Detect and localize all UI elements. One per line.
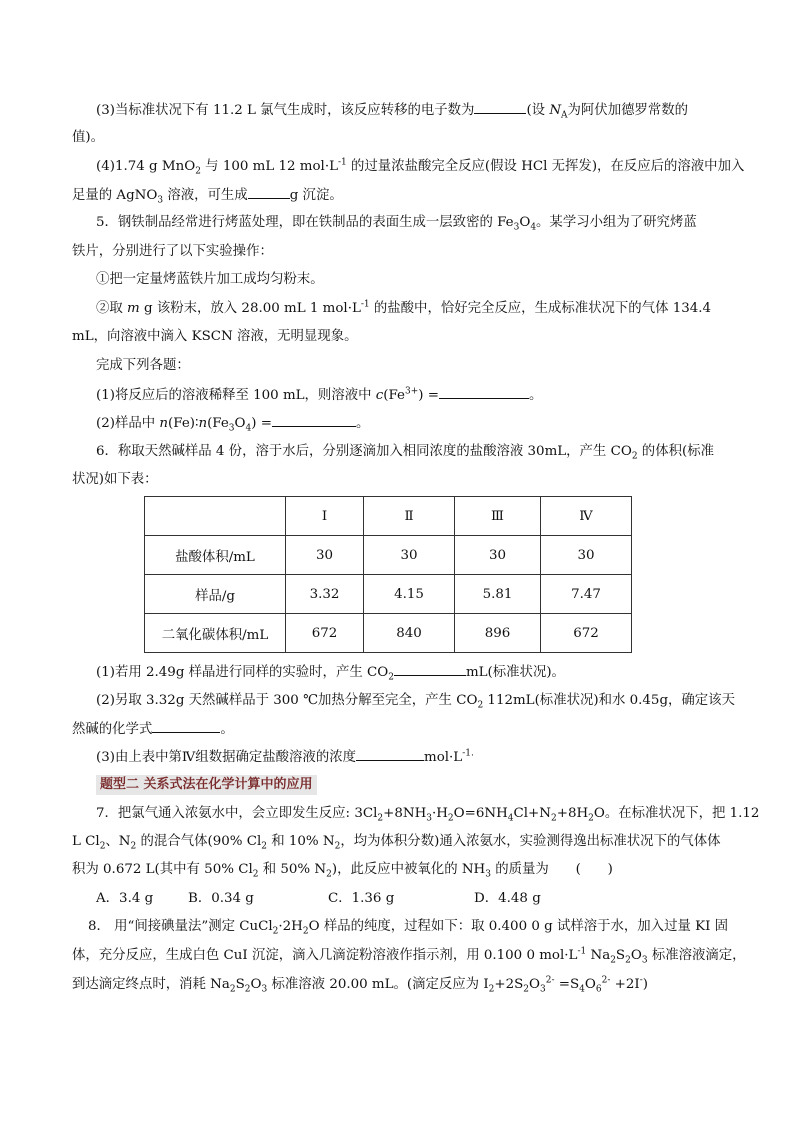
q5-sub2-f: 。 [355,416,370,431]
table-cell: 672 [286,614,364,653]
q8-t3b: S [235,977,245,992]
q7-s9: 2 [261,841,267,852]
q6-sub3-a: (3)由上表中第Ⅳ组数据确定盐酸溶液的浓度 [96,750,356,765]
table-cell: 840 [364,614,455,653]
q5-sub2 [96,414,369,433]
q5-sub2-c: (Fe [207,416,229,431]
table-cell: 30 [286,536,364,575]
q4-text-c: 的过量浓盐酸完全反应(假设 HCl 无挥发)，在反应后的溶液中加入 [346,159,745,174]
q8-t1a: 8． 用“间接碘量法”测定 CuCl [88,919,273,934]
table-row [145,536,632,575]
q3-text-tail: 为阿伏加德罗常数的 [567,103,689,118]
answer-blank[interactable] [152,720,220,733]
answer-blank[interactable] [439,386,529,399]
q5-sub1-d: ) = [418,388,439,403]
q6-sub2-c: 然碱的化学式 [72,722,153,737]
q8-sup2: -1 [577,946,587,957]
table-cell: 二氧化碳体积/mL [145,614,286,653]
q7-t1b: +8NH [383,806,427,821]
q5-step2-d: mL，向溶液中滴入 KSCN 溶液，无明显现象。 [72,329,358,344]
q4-sub-a: 2 [195,166,201,177]
q8-s10: 2 [523,984,530,995]
q7-s7: 2 [99,841,106,852]
table-header-cell: Ⅳ [541,497,632,536]
q7-t1c: ·H [431,806,448,821]
q7-line2 [72,833,721,851]
q8-s7: 2 [244,984,251,995]
q8-t3g: =S [554,977,580,992]
q5-sub2-b: (Fe)∶ [168,416,199,431]
q7-t1f: +8H [556,806,589,821]
q7-t3b: 和 50% N [258,862,327,877]
q8-t1c: O 样品的纯度，过程如下：取 0.400 0 g 试样溶于水，加入过量 KI 固 [308,919,729,934]
q7-s3: 2 [447,813,454,824]
q7-s13: 3 [485,869,491,880]
q5-line2 [72,243,273,261]
q7-s10: 2 [334,841,341,852]
q7-s8: 2 [130,841,137,852]
q3-text-end: (设 [526,103,550,118]
q6-sub1-s: 2 [388,672,394,683]
q8-t2: 体，充分反应，生成白色 CuI 沉淀，滴入几滴淀粉溶液作指示剂，用 0.100 0 mol·L [72,948,578,963]
q8-t2e: 标准溶液滴定， [647,948,746,963]
q4-line1 [96,158,744,176]
q8-s3: 2 [610,955,616,966]
q3-text: (3)当标准状况下有 11.2 L 氯气生成时，该反应转移的电子数为 [96,103,475,118]
table-row [145,614,632,653]
table-cell: 3.32 [286,575,364,614]
q5-sub2-d: O [234,416,246,431]
q5-step2-c: 的盐酸中，恰好完全反应，生成标准状况下的气体 134.4 [369,301,712,316]
q8-t2c: S [615,948,626,963]
table-cell: 30 [455,536,541,575]
q8-line1 [88,918,728,936]
table-row [145,575,632,614]
table-header-row [145,497,632,536]
q8-t3f: O [529,977,540,992]
q5-sub2-s2: 4 [245,423,252,434]
q7-t1g: O。在标准状况下，把 1.12 [593,806,760,821]
q7-t2e: ，均为体积分数)通入浓氨水，实验测得逸出标准状况下的气体体 [340,834,721,849]
q5-sub2-n2: n [198,416,208,431]
q3-line1 [96,101,688,120]
q5-sub1-a: (1)将反应后的溶液稀释至 100 mL，则溶液中 [96,388,376,403]
q8-s12: 4 [579,984,585,995]
q5-text-1a: 5．钢铁制品经常进行烤蓝处理，即在铁制品的表面生成一层致密的 Fe [96,215,514,230]
q6-sub1-a: (1)若用 2.49g 样晶进行同样的实验时，产生 CO [96,665,389,680]
q7-t1a: 7．把氯气通入浓氨水中，会立即发生反应: 3Cl [96,806,378,821]
q8-t3a: 到达滴定终点时，消耗 Na [72,977,230,992]
q4-text-2b: 溶液，可生成 [163,188,248,203]
q5-line1 [96,214,697,232]
q6-line1 [96,443,714,461]
q5-step2 [96,300,711,318]
q7-s4: 4 [507,813,514,824]
table-cell: 样品/g [145,575,286,614]
answer-blank[interactable] [474,101,526,114]
q4-sub-2a: 3 [157,195,164,206]
q5-step1-text: ①把一定量烤蓝铁片加工成均匀粉末。 [96,272,324,287]
q5-step2-cont [72,328,358,346]
q7-s5: 2 [550,813,557,824]
q6-sub3 [96,748,474,767]
q7-choices [96,890,541,908]
q5-sub2-e: ) = [251,416,272,431]
table-cell: 30 [541,536,632,575]
q7-line1 [96,805,759,823]
table-header-cell: Ⅰ [286,497,364,536]
q8-t2d: O [630,948,642,963]
answer-blank[interactable] [248,186,290,199]
q6-sub2-cont [72,720,234,739]
q5-step2-sup: -1 [360,299,370,310]
q3-line2 [72,129,104,147]
q6-sub2 [96,692,735,710]
q8-t1b: ·2H [278,919,303,934]
q8-t3h: O [584,977,596,992]
q8-t3i: +2I [610,977,640,992]
q6-sub-1a: 2 [631,451,638,462]
q7-line3 [72,861,613,879]
q7-s1: 2 [377,813,384,824]
q5-sub2-n1: n [159,416,169,431]
q8-s13: 6 [595,984,602,995]
q5-step1 [96,271,324,289]
table-cell: 5.81 [455,575,541,614]
q7-s2: 3 [426,813,432,824]
q8-t3c: O [250,977,262,992]
q5-text-2: 铁片，分别进行了以下实验操作： [72,244,273,259]
q6-sub1-b: mL(标准状况)。 [465,665,565,680]
q6-text-1a: 6．称取天然碱样品 4 份，溶于水后，分别逐滴加入相同浓度的盐酸溶液 30mL，产生 CO [96,444,632,459]
table-cell: 7.47 [541,575,632,614]
q8-s4: 2 [625,955,631,966]
choice-c[interactable]: C．1.36 g [328,891,395,906]
q6-sub2-s: 2 [477,700,484,711]
table-header-cell [145,497,286,536]
q5-sub1-c: c [375,388,384,403]
q4-text-2a: 足量的 AgNO [72,188,158,203]
q5-sub2-a: (2)样品中 [96,416,160,431]
q8-t3j: ) [642,977,648,992]
q5-sub1-e: 。 [528,388,543,403]
q7-t3a: 积为 0.672 L(其中有 50% Cl [72,862,253,877]
q8-s1: 2 [272,926,279,937]
q5-step2-m: m [127,301,140,316]
q8-s6: 2 [229,984,236,995]
q6-text-2: 状况)如下表： [72,472,158,487]
q6-sub3-b: mol·L [424,750,463,765]
q8-s8: 3 [261,984,268,995]
q4-sup-b: -1 [337,157,347,168]
data-table [144,496,632,653]
q8-sup11: 2- [545,975,555,986]
q6-text-1b: 的体积(标准 [637,444,714,459]
q5-step2-b: g 该粉末，放入 28.00 mL 1 mol·L [139,301,361,316]
q5-task-text: 完成下列各题： [96,358,190,373]
na-sub: A [561,110,568,121]
table-cell: 672 [541,614,632,653]
q7-t2c: 的混合气体(90% Cl [136,834,262,849]
q5-task [96,357,190,375]
q8-line2 [72,947,746,965]
q6-sub2-d: 。 [220,722,234,737]
q5-sub1 [96,386,542,405]
q8-s5: 3 [641,955,648,966]
q6-sub2-a: (2)另取 3.32g 天然碱样品于 300 ℃加热分解至完全，产生 CO [96,693,478,708]
q7-t1e: Cl+N [513,806,551,821]
q8-t3d: 标准溶液 20.00 mL。(滴定反应为 I [267,977,489,992]
q8-line3 [72,976,648,994]
q7-t1d: O=6NH [453,806,508,821]
section-header: 题型二 关系式法在化学计算中的应用 [96,775,317,795]
q7-t2b: 、N [105,834,131,849]
choice-a[interactable]: A．3.4 g [96,891,154,906]
q7-s11: 2 [252,869,259,880]
q8-sup13: 2- [601,975,611,986]
q8-t2b: Na [586,948,611,963]
q4-text-2c: g 沉淀。 [289,188,343,203]
q8-s9: 2 [488,984,495,995]
q7-t2a: L Cl [72,834,100,849]
table-header-cell: Ⅲ [455,497,541,536]
choice-d[interactable]: D．4.48 g [474,891,541,906]
q5-sub1-sup: 3+ [404,386,419,397]
q6-sub3-sup: -1. [462,748,474,759]
q8-s11: 3 [540,984,546,995]
q5-sub-1b: 4 [530,222,537,233]
q4-text-a: (4)1.74 g MnO [96,159,196,174]
q7-t2d: 和 10% N [266,834,335,849]
q7-s6: 2 [588,813,594,824]
table-cell: 30 [364,536,455,575]
table-header-cell: Ⅱ [364,497,455,536]
table-cell: 4.15 [364,575,455,614]
na-symbol: N [549,103,562,118]
q7-t3d: 的质量为 ( ) [490,862,613,877]
q6-line2 [72,471,158,489]
q5-text-1c: 。某学习小组为了研究烤蓝 [536,215,697,230]
table-cell: 盐酸体积/mL [145,536,286,575]
choice-b[interactable]: B．0.34 g [188,891,254,906]
answer-blank[interactable] [272,414,356,427]
q5-step2-a: ②取 [96,301,128,316]
q7-t3c: )，此反应中被氧化的 NH [331,862,486,877]
q4-text-b: 与 100 mL 12 mol·L [200,159,338,174]
answer-blank[interactable] [394,663,466,676]
q5-sub-1a: 3 [513,222,520,233]
q7-s12: 2 [326,869,332,880]
q8-s2: 2 [302,926,309,937]
q5-sub2-s1: 3 [228,423,235,434]
q5-text-1b: O [519,215,531,230]
answer-blank[interactable] [356,748,424,761]
q4-line2 [72,186,343,205]
q6-sub2-b: 112mL(标准状况)和水 0.45g，确定该天 [483,693,735,708]
q5-sub1-b: (Fe [383,388,405,403]
q3-text-2: 值)。 [72,130,105,145]
q8-t3e: +2S [494,977,524,992]
q8-sup14: - [639,975,643,986]
q6-sub1 [96,663,565,682]
table-cell: 896 [455,614,541,653]
